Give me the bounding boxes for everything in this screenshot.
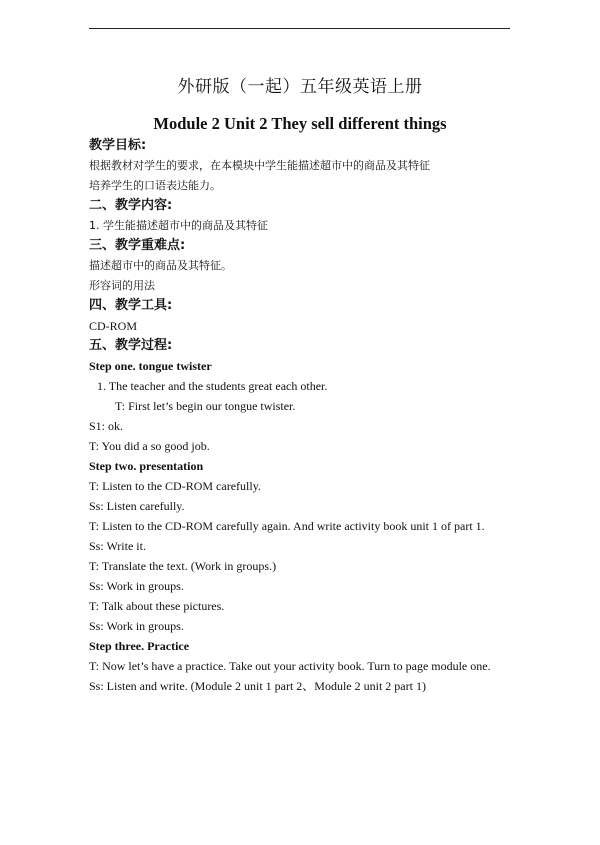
step-title: Step two. presentation <box>89 459 204 473</box>
step-line: 1. The teacher and the students great each other. <box>97 379 328 393</box>
section-heading-key-points: 三、教学重难点: <box>89 238 186 253</box>
step-line: Ss: Write it. <box>89 539 146 553</box>
step-line: T: Now let’s have a practice. Take out your activity book. Turn to page module one. <box>89 659 491 673</box>
document-body <box>89 136 559 696</box>
step-line: Ss: Work in groups. <box>89 579 184 593</box>
step-line: S1: ok. <box>89 419 124 433</box>
step-line: Ss: Work in groups. <box>89 619 184 633</box>
step-title: Step three. Practice <box>89 639 190 653</box>
tools-line: CD-ROM <box>89 319 138 333</box>
key-point-line: 描述超市中的商品及其特征。 <box>89 259 232 272</box>
section-heading-content: 二、教学内容: <box>89 198 173 213</box>
step-line: Ss: Listen and write. (Module 2 unit 1 part 2、Module 2 unit 2 part 1) <box>89 679 426 693</box>
step-line: T: You did a so good job. <box>89 439 210 453</box>
step-line: T: Listen to the CD-ROM carefully. <box>89 479 261 493</box>
step-title: Step one. tongue twister <box>89 359 212 373</box>
step-line: T: First let’s begin our tongue twister. <box>115 399 296 413</box>
step-line: Ss: Listen carefully. <box>89 499 185 513</box>
step-line: T: Translate the text. (Work in groups.) <box>89 559 277 573</box>
section-heading-goals: 教学目标: <box>89 138 147 153</box>
step-line: T: Talk about these pictures. <box>89 599 225 613</box>
content-line: 1. 学生能描述超市中的商品及其特征 <box>89 219 268 232</box>
step-line: T: Listen to the CD-ROM carefully again. And write activity book unit 1 of part 1. <box>89 519 485 533</box>
document-title: 外研版（一起）五年级英语上册 <box>177 77 423 97</box>
lesson-title: Module 2 Unit 2 They sell different things <box>153 114 447 133</box>
header-rule <box>89 28 510 29</box>
section-heading-process: 五、教学过程: <box>89 338 173 353</box>
goals-line: 根据教材对学生的要求，在本模块中学生能描述超市中的商品及其特征 <box>89 159 430 172</box>
key-point-line: 形容词的用法 <box>89 279 155 292</box>
section-heading-tools: 四、教学工具: <box>89 298 173 313</box>
goals-line: 培养学生的口语表达能力。 <box>89 179 221 192</box>
